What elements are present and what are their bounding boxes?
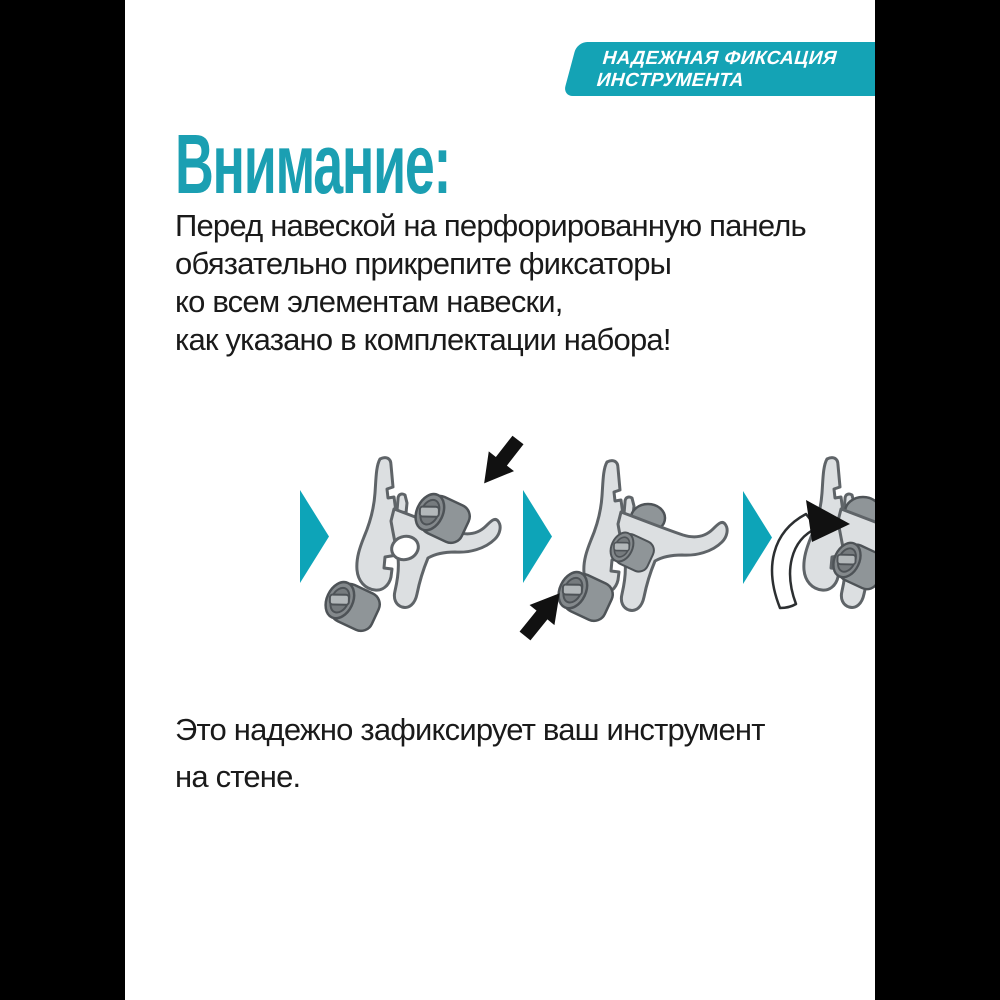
badge-line-1: НАДЕЖНАЯ ФИКСАЦИЯ bbox=[600, 48, 840, 69]
page-title: Внимание: bbox=[175, 117, 451, 211]
warning-line: Перед навеской на перфорированную панель bbox=[175, 208, 806, 243]
warning-line: как указано в комплектации набора! bbox=[175, 322, 671, 357]
warning-line: обязательно прикрепите фиксаторы bbox=[175, 246, 672, 281]
step3-hook-icon bbox=[770, 440, 875, 625]
badge-line-2: ИНСТРУМЕНТА bbox=[594, 70, 747, 91]
step1-hook-icon bbox=[320, 430, 535, 645]
warning-paragraph bbox=[175, 207, 806, 359]
footer-line: Это надежно зафиксирует ваш инструмент bbox=[175, 712, 765, 747]
content-card bbox=[125, 0, 875, 1000]
step-arrow-icon bbox=[743, 491, 772, 584]
badge-text bbox=[564, 42, 875, 92]
footer-paragraph bbox=[175, 706, 765, 800]
footer-line: на стене. bbox=[175, 759, 301, 794]
step2-hook-icon bbox=[515, 440, 730, 655]
top-right-badge bbox=[563, 42, 875, 96]
warning-line: ко всем элементам навески, bbox=[175, 284, 563, 319]
